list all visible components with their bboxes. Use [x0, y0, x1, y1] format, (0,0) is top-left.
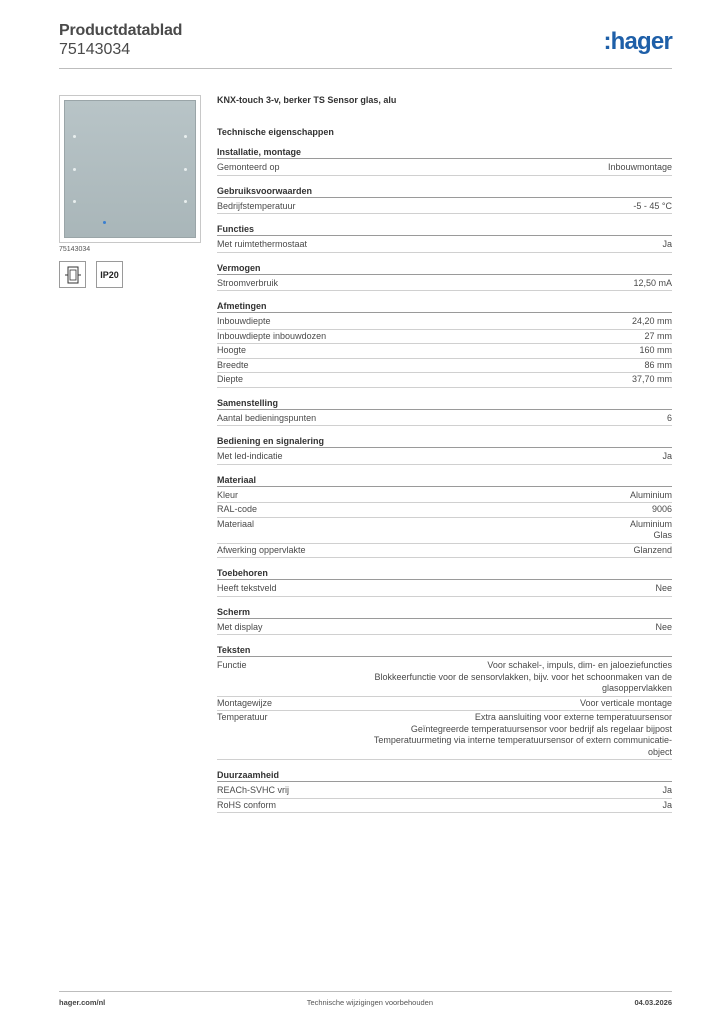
- hager-logo: :hager: [603, 28, 672, 55]
- spec-value: Glanzend: [633, 544, 672, 555]
- spec-group-title: Teksten: [217, 645, 672, 657]
- ip-rating-badge: IP20: [96, 261, 123, 288]
- spec-label: RAL-code: [217, 504, 258, 514]
- led-indicator-icon: [103, 221, 106, 224]
- product-image: [64, 100, 196, 238]
- spec-row: [217, 161, 672, 176]
- spec-value: Ja: [662, 239, 672, 249]
- spec-value: Nee: [655, 621, 672, 632]
- spec-row: [217, 799, 672, 814]
- spec-row: [217, 373, 672, 388]
- flush-mount-icon: [59, 261, 86, 288]
- spec-row: [217, 277, 672, 292]
- footer-divider: [59, 991, 672, 992]
- spec-row: [217, 621, 672, 636]
- spec-value: Ja: [662, 451, 672, 461]
- spec-row: [217, 359, 672, 374]
- spec-value: Ja: [662, 799, 672, 810]
- spec-value: 12,50 mA: [633, 277, 672, 288]
- page-title: Productdatablad: [59, 22, 183, 39]
- sensor-point-icon: [184, 135, 187, 138]
- product-panel: [59, 95, 201, 288]
- spec-value: 9006: [651, 504, 672, 514]
- spec-label: Met ruimtethermostaat: [217, 239, 308, 249]
- page-header: [59, 22, 182, 59]
- spec-row: [217, 503, 672, 518]
- spec-label: Met led-indicatie: [217, 451, 283, 461]
- spec-panel: [217, 95, 672, 813]
- spec-group: [217, 147, 672, 176]
- spec-group: [217, 301, 672, 388]
- sensor-point-icon: [73, 168, 76, 171]
- spec-value: 6: [666, 412, 672, 423]
- spec-group: [217, 398, 672, 427]
- spec-row: [217, 330, 672, 345]
- spec-value: Voor verticale montage: [579, 697, 672, 708]
- spec-label: Aantal bedieningspunten: [217, 412, 317, 423]
- spec-value: 86 mm: [644, 359, 672, 370]
- spec-group-title: Gebruiksvoorwaarden: [217, 186, 672, 198]
- spec-label: Heeft tekstveld: [217, 583, 277, 593]
- spec-group: [217, 645, 672, 760]
- sensor-point-icon: [73, 200, 76, 203]
- spec-row: [217, 518, 672, 544]
- spec-value: Voor schakel-, impuls, dim- en jaloeziefuncties Blokkeerfunctie voor de sensorvlakken, bijv. voor het schoonmaken van de glasoppervlakken: [374, 660, 672, 693]
- spec-group: [217, 186, 672, 215]
- spec-value: -5 - 45 °C: [633, 200, 672, 211]
- spec-group-title: Functies: [217, 224, 672, 236]
- sensor-point-icon: [184, 200, 187, 203]
- spec-label: Gemonteerd op: [217, 162, 280, 172]
- spec-group-title: Toebehoren: [217, 568, 672, 580]
- spec-value: 160 mm: [639, 345, 672, 355]
- spec-value: 27 mm: [644, 330, 672, 341]
- spec-value: Nee: [655, 583, 672, 593]
- spec-group: [217, 607, 672, 636]
- spec-value: Extra aansluiting voor externe temperatuursensor Geïntegreerde temperatuursensor voor bedrijf als regelaar bijpost Temperatuurmeting via interne temperatuursensor of extern communicatie- object: [373, 712, 672, 757]
- page-footer: [59, 998, 672, 1007]
- image-caption: 75143034: [59, 246, 91, 253]
- spec-value: Aluminium: [629, 489, 672, 500]
- header-divider: [59, 68, 672, 69]
- footer-website[interactable]: hager.com/nl: [59, 998, 106, 1007]
- footer-date: 04.03.2026: [634, 998, 672, 1007]
- spec-group-title: Duurzaamheid: [217, 770, 672, 782]
- spec-row: [217, 784, 672, 799]
- sensor-point-icon: [184, 168, 187, 171]
- spec-label: Met display: [217, 621, 263, 632]
- spec-label: Diepte: [217, 374, 244, 384]
- spec-row: [217, 412, 672, 427]
- spec-value: Inbouwmontage: [607, 162, 672, 172]
- spec-group-title: Installatie, montage: [217, 147, 672, 159]
- spec-label: Temperatuur: [217, 712, 268, 722]
- spec-value: 24,20 mm: [631, 316, 672, 326]
- spec-row: [217, 315, 672, 330]
- spec-label: Functie: [217, 660, 247, 670]
- spec-row: [217, 238, 672, 253]
- spec-label: Montagewijze: [217, 697, 273, 708]
- spec-row: [217, 711, 672, 760]
- spec-label: Inbouwdiepte: [217, 316, 271, 326]
- logo-text: hager: [610, 28, 672, 55]
- spec-group-title: Bediening en signalering: [217, 436, 672, 448]
- spec-value: Aluminium Glas: [629, 518, 672, 540]
- spec-label: Afwerking oppervlakte: [217, 544, 306, 555]
- spec-group: [217, 263, 672, 292]
- article-number: 75143034: [59, 41, 131, 58]
- spec-row: [217, 450, 672, 465]
- spec-row: [217, 582, 672, 597]
- spec-group: [217, 568, 672, 597]
- spec-label: Materiaal: [217, 518, 255, 529]
- footer-disclaimer: Technische wijzigingen voorbehouden: [306, 998, 434, 1007]
- spec-group: [217, 475, 672, 559]
- spec-label: Breedte: [217, 359, 249, 370]
- spec-group-title: Samenstelling: [217, 398, 672, 410]
- spec-row: [217, 344, 672, 359]
- spec-label: Stroomverbruik: [217, 277, 279, 288]
- spec-label: RoHS conform: [217, 799, 277, 810]
- product-title: KNX-touch 3-v, berker TS Sensor glas, alu: [217, 95, 397, 105]
- spec-label: Bedrijfstemperatuur: [217, 200, 296, 211]
- spec-row: [217, 544, 672, 559]
- spec-group-title: Afmetingen: [217, 301, 672, 313]
- spec-label: REACh-SVHC vrij: [217, 785, 290, 795]
- spec-group-title: Vermogen: [217, 263, 672, 275]
- sensor-point-icon: [73, 135, 76, 138]
- spec-label: Kleur: [217, 489, 239, 500]
- feature-icons: [59, 261, 201, 288]
- spec-groups: [217, 147, 672, 813]
- spec-group: [217, 770, 672, 813]
- spec-label: Hoogte: [217, 345, 247, 355]
- spec-row: [217, 489, 672, 504]
- spec-group-title: Materiaal: [217, 475, 672, 487]
- product-image-frame: [59, 95, 201, 243]
- spec-label: Inbouwdiepte inbouwdozen: [217, 330, 327, 341]
- section-title: Technische eigenschappen: [217, 127, 334, 137]
- spec-group: [217, 224, 672, 253]
- spec-row: [217, 200, 672, 215]
- spec-row: [217, 659, 672, 697]
- spec-row: [217, 697, 672, 712]
- spec-group: [217, 436, 672, 465]
- spec-group-title: Scherm: [217, 607, 672, 619]
- spec-value: 37,70 mm: [631, 374, 672, 384]
- spec-value: Ja: [662, 785, 672, 795]
